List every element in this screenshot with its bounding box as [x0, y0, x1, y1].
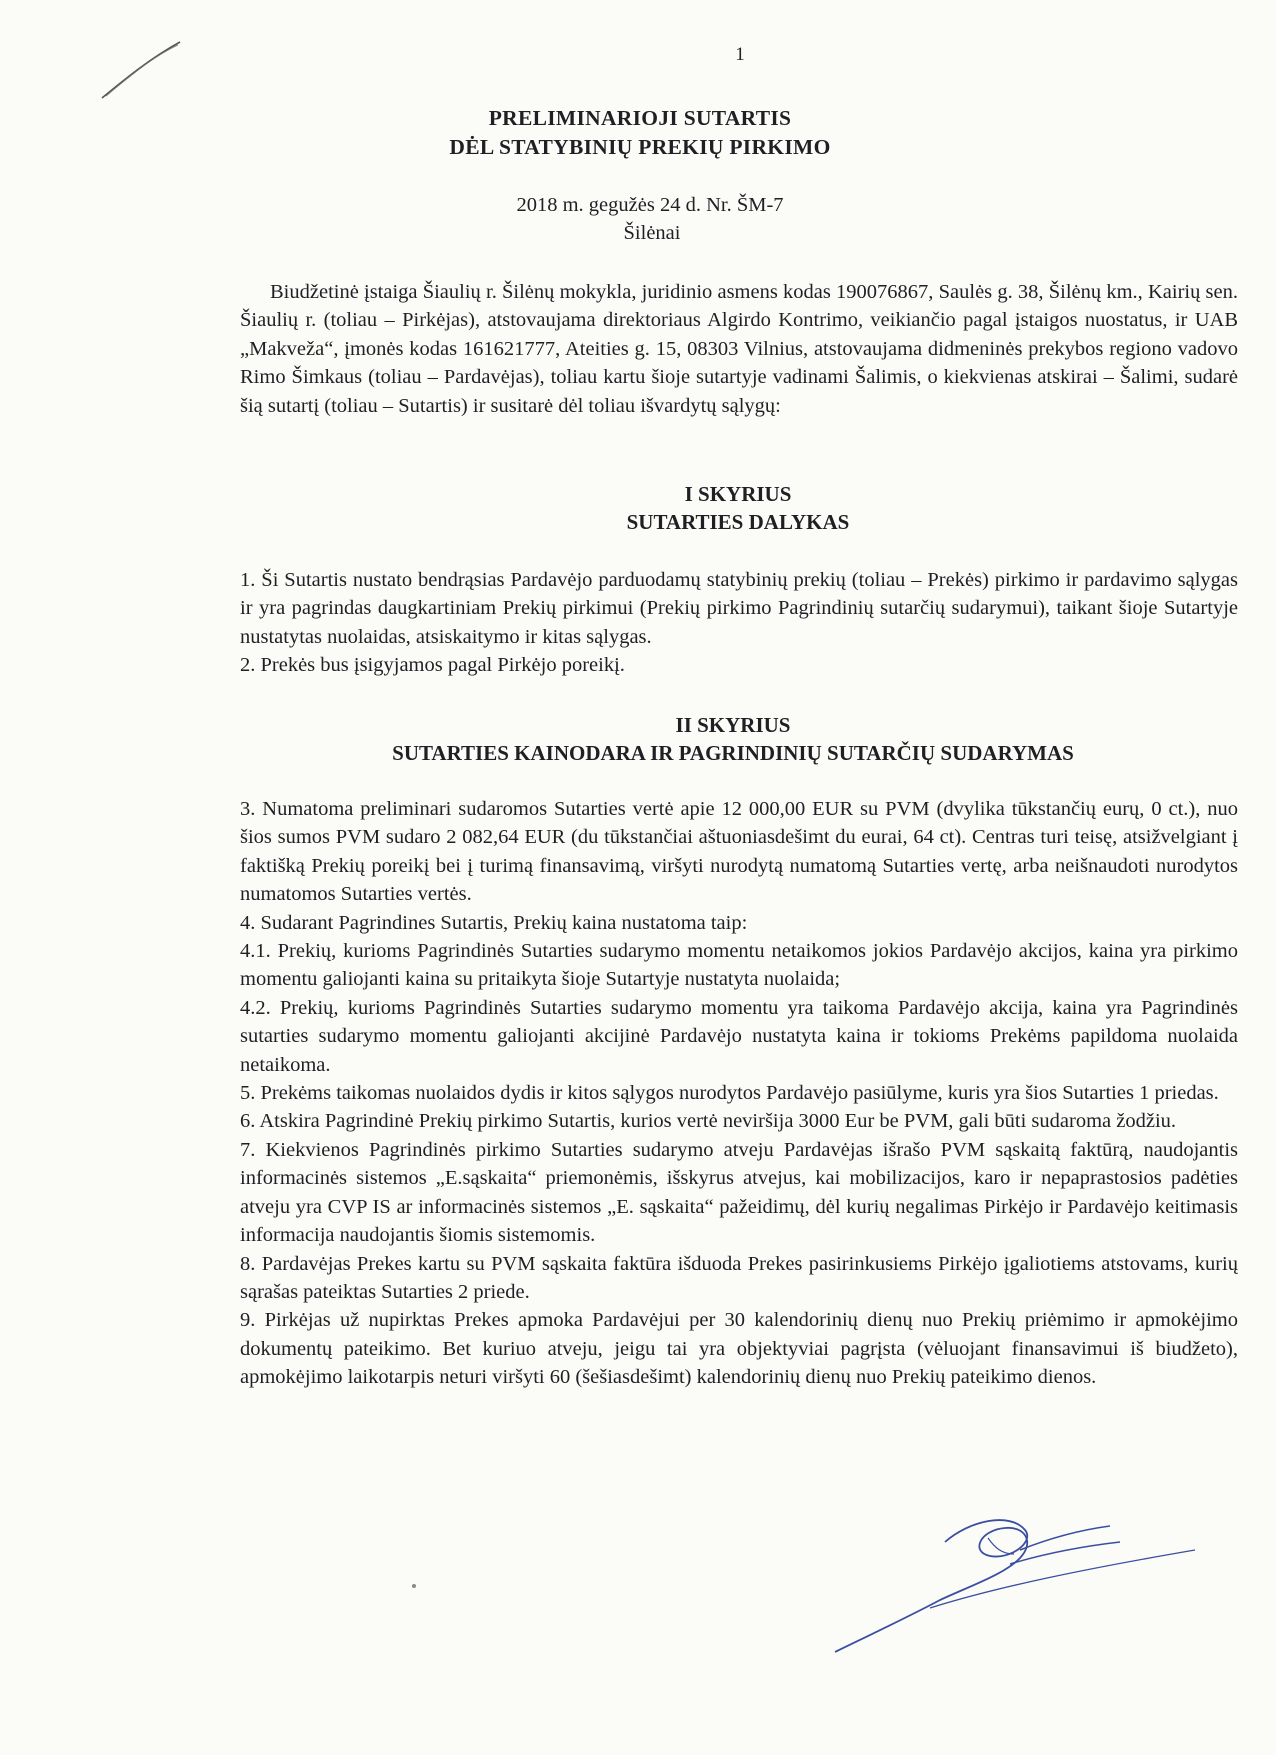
section-2-body [240, 795, 1238, 1392]
date-and-number: 2018 m. gegužės 24 d. Nr. ŠM-7 [516, 194, 784, 216]
section-1-body [240, 566, 1238, 680]
page-number: 1 [735, 44, 745, 65]
clause-9: 9. Pirkėjas už nupirktas Prekes apmoka Pardavėjui per 30 kalendorinių dienų nuo Prekių priėmimo ir apmokėjimo dokumentų pateikimo. Bet kuriuo atveju, jeigu tai yra objektyviai pagrįsta (vėluojant finansavimui iš biudžeto), apmokėjimo laikotarpis neturi viršyti 60 (šešiasdešimt) kalendorinių dienų nuo Prekių pateikimo dienos. [240, 1309, 1238, 1389]
handwritten-signature [820, 1490, 1200, 1660]
clause-4-1: 4.1. Prekių, kurioms Pagrindinės Sutarties sudarymo momentu netaikomos jokios Pardavėjo akcijos, kaina yra pirkimo momentu galiojanti kaina su pritaikyta šioje Sutartyje nustatyta nuolaida; [240, 940, 1238, 991]
section-1-heading [0, 480, 1276, 536]
section-2-number: II SKYRIUS [675, 713, 791, 737]
document-title [0, 104, 1276, 162]
intro-paragraph [240, 278, 1238, 420]
section-1-number: I SKYRIUS [684, 482, 792, 506]
clause-7: 7. Kiekvienos Pagrindinės pirkimo Sutarties sudarymo atveju Pardavėjas išrašo PVM sąskaitą faktūrą, naudojantis informacinės sistemos „E.sąskaita“ priemonėmis, išskyrus atvejus, kai mobilizacijos, karo ir nepaprastosios padėties atveju yra CVP IS ar informacinės sistemos „E. sąskaita“ pažeidimų, dėl kurių negalimas Pirkėjo ir Pardavėjo keitimasis informacija naudojantis šiomis sistemomis. [240, 1138, 1238, 1247]
place-of-signing: Šilėnai [623, 222, 681, 244]
clause-6: 6. Atskira Pagrindinė Prekių pirkimo Sutartis, kurios vertė neviršija 3000 Eur be PVM, gali būti sudaroma žodžiu. [240, 1110, 1177, 1133]
clause-2: 2. Prekės bus įsigyjamos pagal Pirkėjo poreikį. [240, 654, 625, 677]
section-2-title: SUTARTIES KAINODARA IR PAGRINDINIŲ SUTARČIŲ SUDARYMAS [392, 741, 1074, 765]
clause-8: 8. Pardavėjas Prekes kartu su PVM sąskaita faktūra išduoda Prekes pasirinkusiems Pirkėjo įgaliotiems atstovams, kurių sąrašas pateiktas Sutarties 2 priede. [240, 1252, 1238, 1303]
intro-text: Biudžetinė įstaiga Šiaulių r. Šilėnų mokykla, juridinio asmens kodas 190076867, Saulės g. 38, Šilėnų km., Kairių sen. Šiaulių r. (toliau – Pirkėjas), atstovaujama direktoriaus Algirdo Kontrimo, veikiančio pagal įstaigos nuostatus, ir UAB „Makveža“, įmonės kodas 161621777, Ateities g. 15, 08303 Vilnius, atstovaujama didmeninės prekybos regiono vadovo Rimo Šimkaus (toliau – Pardavėjas), toliau kartu šioje sutartyje vadinami Šalimis, o kiekvienas atskirai – Šalimi, sudarė šią sutartį (toliau – Sutartis) ir susitarė dėl toliau išvardytų sąlygų: [240, 281, 1238, 417]
clause-4-2: 4.2. Prekių, kurioms Pagrindinės Sutarties sudarymo momentu yra taikoma Pardavėjo akcija, kaina yra Pagrindinės sutarties sudarymo momentu galiojanti akcijinė Pardavėjo nustatyta kaina ir tokioms Prekėms papildoma nuolaida netaikoma. [240, 996, 1238, 1076]
section-2-heading [0, 711, 1276, 767]
paper-speck [412, 1584, 416, 1588]
title-line-2: DĖL STATYBINIŲ PREKIŲ PIRKIMO [449, 135, 831, 159]
clause-1: 1. Ši Sutartis nustato bendrąsias Pardavėjo parduodamų statybinių prekių (toliau – Prekės) pirkimo ir pardavimo sąlygas ir yra pagrindas daugkartiniam Prekių pirkimui (Prekių pirkimo Pagrindinių sutarčių sudarymui), taikant šioje Sutartyje nustatytas nuolaidas, atsiskaitymo ir kitas sąlygas. [240, 569, 1238, 648]
title-line-1: PRELIMINARIOJI SUTARTIS [488, 106, 792, 130]
clause-3: 3. Numatoma preliminari sudaromos Sutarties vertė apie 12 000,00 EUR su PVM (dvylika tūkstančių eurų, 0 ct.), nuo šios sumos PVM sudaro 2 082,64 EUR (du tūkstančiai aštuoniasdešimt du eurai, 64 ct). Centras turi teisę, atsižvelgiant į faktišką Prekių poreikį bei į turimą finansavimą, viršyti nurodytą numatomą Sutarties vertę, arba neišnaudoti nurodytos numatomos Sutarties vertės. [240, 798, 1238, 906]
clause-5: 5. Prekėms taikomas nuolaidos dydis ir kitos sąlygos nurodytos Pardavėjo pasiūlyme, kuris yra šios Sutarties 1 priedas. [240, 1082, 1219, 1105]
clause-4: 4. Sudarant Pagrindines Sutartis, Prekių kaina nustatoma taip: [240, 911, 748, 934]
section-1-title: SUTARTIES DALYKAS [626, 510, 850, 534]
